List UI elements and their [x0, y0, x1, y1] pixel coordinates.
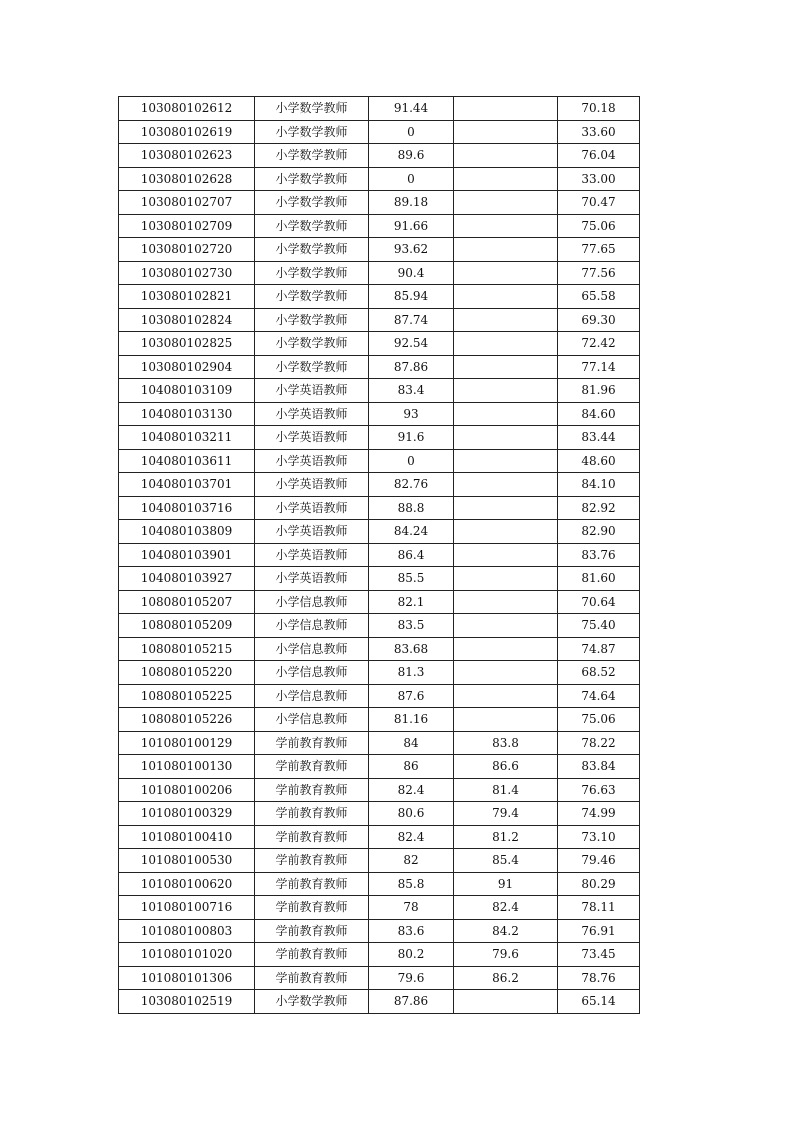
score-2-cell [454, 214, 558, 238]
total-score-cell: 70.47 [558, 191, 640, 215]
score-2-cell [454, 308, 558, 332]
position-cell: 学前教育教师 [255, 849, 369, 873]
position-cell: 小学数学教师 [255, 308, 369, 332]
position-cell: 小学英语教师 [255, 520, 369, 544]
table-row [119, 731, 640, 755]
score-1-cell: 84.24 [369, 520, 454, 544]
score-1-cell: 80.2 [369, 943, 454, 967]
exam-number-cell: 108080105215 [119, 637, 255, 661]
score-2-cell [454, 637, 558, 661]
score-2-cell [454, 144, 558, 168]
position-cell: 小学数学教师 [255, 144, 369, 168]
exam-number-cell: 101080100530 [119, 849, 255, 873]
exam-number-cell: 104080103211 [119, 426, 255, 450]
score-2-cell [454, 167, 558, 191]
score-2-cell [454, 285, 558, 309]
exam-number-cell: 101080101306 [119, 966, 255, 990]
total-score-cell: 69.30 [558, 308, 640, 332]
table-row [119, 332, 640, 356]
score-2-cell: 82.4 [454, 896, 558, 920]
position-cell: 小学数学教师 [255, 261, 369, 285]
score-1-cell: 86 [369, 755, 454, 779]
exam-number-cell: 104080103701 [119, 473, 255, 497]
total-score-cell: 74.87 [558, 637, 640, 661]
score-2-cell [454, 402, 558, 426]
total-score-cell: 76.63 [558, 778, 640, 802]
position-cell: 小学数学教师 [255, 332, 369, 356]
score-2-cell [454, 708, 558, 732]
score-1-cell: 84 [369, 731, 454, 755]
score-1-cell: 82.76 [369, 473, 454, 497]
total-score-cell: 74.99 [558, 802, 640, 826]
position-cell: 小学数学教师 [255, 990, 369, 1014]
total-score-cell: 82.90 [558, 520, 640, 544]
score-1-cell: 87.6 [369, 684, 454, 708]
score-2-cell [454, 261, 558, 285]
table-row [119, 966, 640, 990]
table-row [119, 261, 640, 285]
total-score-cell: 83.84 [558, 755, 640, 779]
total-score-cell: 75.06 [558, 214, 640, 238]
total-score-cell: 65.58 [558, 285, 640, 309]
total-score-cell: 80.29 [558, 872, 640, 896]
table-row [119, 802, 640, 826]
exam-number-cell: 101080100329 [119, 802, 255, 826]
exam-number-cell: 101080100620 [119, 872, 255, 896]
table-row [119, 755, 640, 779]
exam-number-cell: 103080102720 [119, 238, 255, 262]
score-1-cell: 85.94 [369, 285, 454, 309]
table-row [119, 990, 640, 1014]
total-score-cell: 75.40 [558, 614, 640, 638]
table-row [119, 214, 640, 238]
table-row [119, 379, 640, 403]
table-row [119, 473, 640, 497]
score-1-cell: 82 [369, 849, 454, 873]
exam-number-cell: 104080103809 [119, 520, 255, 544]
position-cell: 小学数学教师 [255, 355, 369, 379]
exam-number-cell: 103080102824 [119, 308, 255, 332]
score-2-cell [454, 238, 558, 262]
total-score-cell: 70.18 [558, 97, 640, 121]
position-cell: 小学数学教师 [255, 120, 369, 144]
table-row [119, 496, 640, 520]
position-cell: 学前教育教师 [255, 802, 369, 826]
total-score-cell: 76.04 [558, 144, 640, 168]
score-1-cell: 89.18 [369, 191, 454, 215]
score-1-cell: 91.66 [369, 214, 454, 238]
exam-number-cell: 101080100129 [119, 731, 255, 755]
score-2-cell [454, 567, 558, 591]
table-row [119, 120, 640, 144]
score-1-cell: 93.62 [369, 238, 454, 262]
exam-number-cell: 103080102619 [119, 120, 255, 144]
exam-number-cell: 108080105207 [119, 590, 255, 614]
score-2-cell [454, 120, 558, 144]
score-2-cell: 81.4 [454, 778, 558, 802]
score-2-cell: 86.2 [454, 966, 558, 990]
total-score-cell: 84.60 [558, 402, 640, 426]
score-2-cell: 85.4 [454, 849, 558, 873]
position-cell: 小学数学教师 [255, 238, 369, 262]
total-score-cell: 81.60 [558, 567, 640, 591]
position-cell: 小学信息教师 [255, 661, 369, 685]
score-1-cell: 0 [369, 449, 454, 473]
exam-number-cell: 108080105225 [119, 684, 255, 708]
score-1-cell: 88.8 [369, 496, 454, 520]
score-2-cell [454, 614, 558, 638]
position-cell: 学前教育教师 [255, 966, 369, 990]
table-row [119, 614, 640, 638]
total-score-cell: 65.14 [558, 990, 640, 1014]
table-row [119, 849, 640, 873]
total-score-cell: 81.96 [558, 379, 640, 403]
table-row [119, 778, 640, 802]
score-2-cell: 79.4 [454, 802, 558, 826]
position-cell: 小学数学教师 [255, 214, 369, 238]
table-row [119, 661, 640, 685]
table-row [119, 590, 640, 614]
exam-number-cell: 104080103901 [119, 543, 255, 567]
score-1-cell: 79.6 [369, 966, 454, 990]
table-row [119, 238, 640, 262]
exam-number-cell: 108080105209 [119, 614, 255, 638]
position-cell: 学前教育教师 [255, 755, 369, 779]
table-row [119, 191, 640, 215]
table-row [119, 520, 640, 544]
exam-number-cell: 104080103927 [119, 567, 255, 591]
position-cell: 小学英语教师 [255, 449, 369, 473]
score-2-cell: 91 [454, 872, 558, 896]
total-score-cell: 77.14 [558, 355, 640, 379]
exam-number-cell: 101080100410 [119, 825, 255, 849]
score-1-cell: 87.74 [369, 308, 454, 332]
exam-number-cell: 108080105226 [119, 708, 255, 732]
position-cell: 小学数学教师 [255, 97, 369, 121]
score-1-cell: 89.6 [369, 144, 454, 168]
table-row [119, 872, 640, 896]
exam-number-cell: 103080102612 [119, 97, 255, 121]
total-score-cell: 83.76 [558, 543, 640, 567]
score-2-cell: 83.8 [454, 731, 558, 755]
score-1-cell: 91.44 [369, 97, 454, 121]
score-2-cell: 86.6 [454, 755, 558, 779]
total-score-cell: 77.56 [558, 261, 640, 285]
table-row [119, 449, 640, 473]
table-row [119, 308, 640, 332]
position-cell: 学前教育教师 [255, 919, 369, 943]
total-score-cell: 84.10 [558, 473, 640, 497]
total-score-cell: 73.45 [558, 943, 640, 967]
score-1-cell: 80.6 [369, 802, 454, 826]
position-cell: 小学英语教师 [255, 379, 369, 403]
exam-number-cell: 104080103130 [119, 402, 255, 426]
table-row [119, 402, 640, 426]
position-cell: 小学数学教师 [255, 191, 369, 215]
score-2-cell [454, 590, 558, 614]
exam-number-cell: 104080103109 [119, 379, 255, 403]
exam-number-cell: 101080100803 [119, 919, 255, 943]
exam-number-cell: 103080102730 [119, 261, 255, 285]
score-1-cell: 0 [369, 167, 454, 191]
total-score-cell: 48.60 [558, 449, 640, 473]
score-1-cell: 91.6 [369, 426, 454, 450]
position-cell: 学前教育教师 [255, 872, 369, 896]
score-2-cell: 84.2 [454, 919, 558, 943]
exam-number-cell: 103080102519 [119, 990, 255, 1014]
total-score-cell: 68.52 [558, 661, 640, 685]
score-2-cell [454, 543, 558, 567]
score-1-cell: 83.68 [369, 637, 454, 661]
score-1-cell: 81.3 [369, 661, 454, 685]
table-row [119, 285, 640, 309]
score-2-cell [454, 661, 558, 685]
position-cell: 小学信息教师 [255, 590, 369, 614]
table-row [119, 567, 640, 591]
score-1-cell: 90.4 [369, 261, 454, 285]
exam-number-cell: 101080100130 [119, 755, 255, 779]
table-row [119, 144, 640, 168]
score-1-cell: 81.16 [369, 708, 454, 732]
exam-number-cell: 103080102904 [119, 355, 255, 379]
position-cell: 小学信息教师 [255, 637, 369, 661]
position-cell: 小学英语教师 [255, 473, 369, 497]
total-score-cell: 79.46 [558, 849, 640, 873]
exam-number-cell: 103080102825 [119, 332, 255, 356]
position-cell: 学前教育教师 [255, 825, 369, 849]
total-score-cell: 74.64 [558, 684, 640, 708]
score-1-cell: 82.4 [369, 825, 454, 849]
exam-number-cell: 101080100206 [119, 778, 255, 802]
exam-number-cell: 104080103716 [119, 496, 255, 520]
exam-number-cell: 101080101020 [119, 943, 255, 967]
score-1-cell: 86.4 [369, 543, 454, 567]
table-row [119, 97, 640, 121]
position-cell: 小学英语教师 [255, 567, 369, 591]
total-score-cell: 77.65 [558, 238, 640, 262]
score-2-cell [454, 97, 558, 121]
position-cell: 学前教育教师 [255, 778, 369, 802]
score-1-cell: 83.5 [369, 614, 454, 638]
table-row [119, 426, 640, 450]
score-2-cell [454, 355, 558, 379]
score-2-cell [454, 379, 558, 403]
total-score-cell: 78.76 [558, 966, 640, 990]
table-row [119, 684, 640, 708]
score-1-cell: 82.4 [369, 778, 454, 802]
total-score-cell: 75.06 [558, 708, 640, 732]
table-row [119, 543, 640, 567]
score-1-cell: 93 [369, 402, 454, 426]
position-cell: 小学信息教师 [255, 708, 369, 732]
total-score-cell: 72.42 [558, 332, 640, 356]
score-2-cell [454, 426, 558, 450]
score-2-cell [454, 990, 558, 1014]
total-score-cell: 33.60 [558, 120, 640, 144]
exam-number-cell: 103080102623 [119, 144, 255, 168]
total-score-cell: 73.10 [558, 825, 640, 849]
exam-number-cell: 103080102709 [119, 214, 255, 238]
total-score-cell: 82.92 [558, 496, 640, 520]
position-cell: 小学数学教师 [255, 285, 369, 309]
score-2-cell [454, 449, 558, 473]
position-cell: 小学信息教师 [255, 684, 369, 708]
position-cell: 学前教育教师 [255, 731, 369, 755]
exam-number-cell: 103080102628 [119, 167, 255, 191]
score-table [118, 96, 640, 1014]
position-cell: 小学英语教师 [255, 496, 369, 520]
score-1-cell: 85.5 [369, 567, 454, 591]
total-score-cell: 76.91 [558, 919, 640, 943]
score-2-cell [454, 496, 558, 520]
total-score-cell: 70.64 [558, 590, 640, 614]
total-score-cell: 78.22 [558, 731, 640, 755]
exam-number-cell: 104080103611 [119, 449, 255, 473]
score-1-cell: 87.86 [369, 355, 454, 379]
table-row [119, 167, 640, 191]
total-score-cell: 33.00 [558, 167, 640, 191]
score-2-cell [454, 684, 558, 708]
exam-number-cell: 103080102707 [119, 191, 255, 215]
score-2-cell [454, 473, 558, 497]
table-row [119, 825, 640, 849]
score-1-cell: 83.4 [369, 379, 454, 403]
total-score-cell: 83.44 [558, 426, 640, 450]
table-row [119, 355, 640, 379]
score-1-cell: 85.8 [369, 872, 454, 896]
table-row [119, 637, 640, 661]
table-body [119, 97, 640, 1014]
table-row [119, 943, 640, 967]
position-cell: 小学数学教师 [255, 167, 369, 191]
score-2-cell [454, 191, 558, 215]
total-score-cell: 78.11 [558, 896, 640, 920]
position-cell: 小学信息教师 [255, 614, 369, 638]
position-cell: 学前教育教师 [255, 943, 369, 967]
score-1-cell: 78 [369, 896, 454, 920]
position-cell: 小学英语教师 [255, 543, 369, 567]
score-1-cell: 82.1 [369, 590, 454, 614]
exam-number-cell: 101080100716 [119, 896, 255, 920]
score-2-cell: 81.2 [454, 825, 558, 849]
score-2-cell [454, 332, 558, 356]
score-1-cell: 87.86 [369, 990, 454, 1014]
position-cell: 小学英语教师 [255, 402, 369, 426]
score-1-cell: 83.6 [369, 919, 454, 943]
table-row [119, 919, 640, 943]
score-2-cell: 79.6 [454, 943, 558, 967]
table-row [119, 896, 640, 920]
exam-number-cell: 103080102821 [119, 285, 255, 309]
score-1-cell: 0 [369, 120, 454, 144]
score-1-cell: 92.54 [369, 332, 454, 356]
table-row [119, 708, 640, 732]
position-cell: 小学英语教师 [255, 426, 369, 450]
score-2-cell [454, 520, 558, 544]
exam-number-cell: 108080105220 [119, 661, 255, 685]
position-cell: 学前教育教师 [255, 896, 369, 920]
